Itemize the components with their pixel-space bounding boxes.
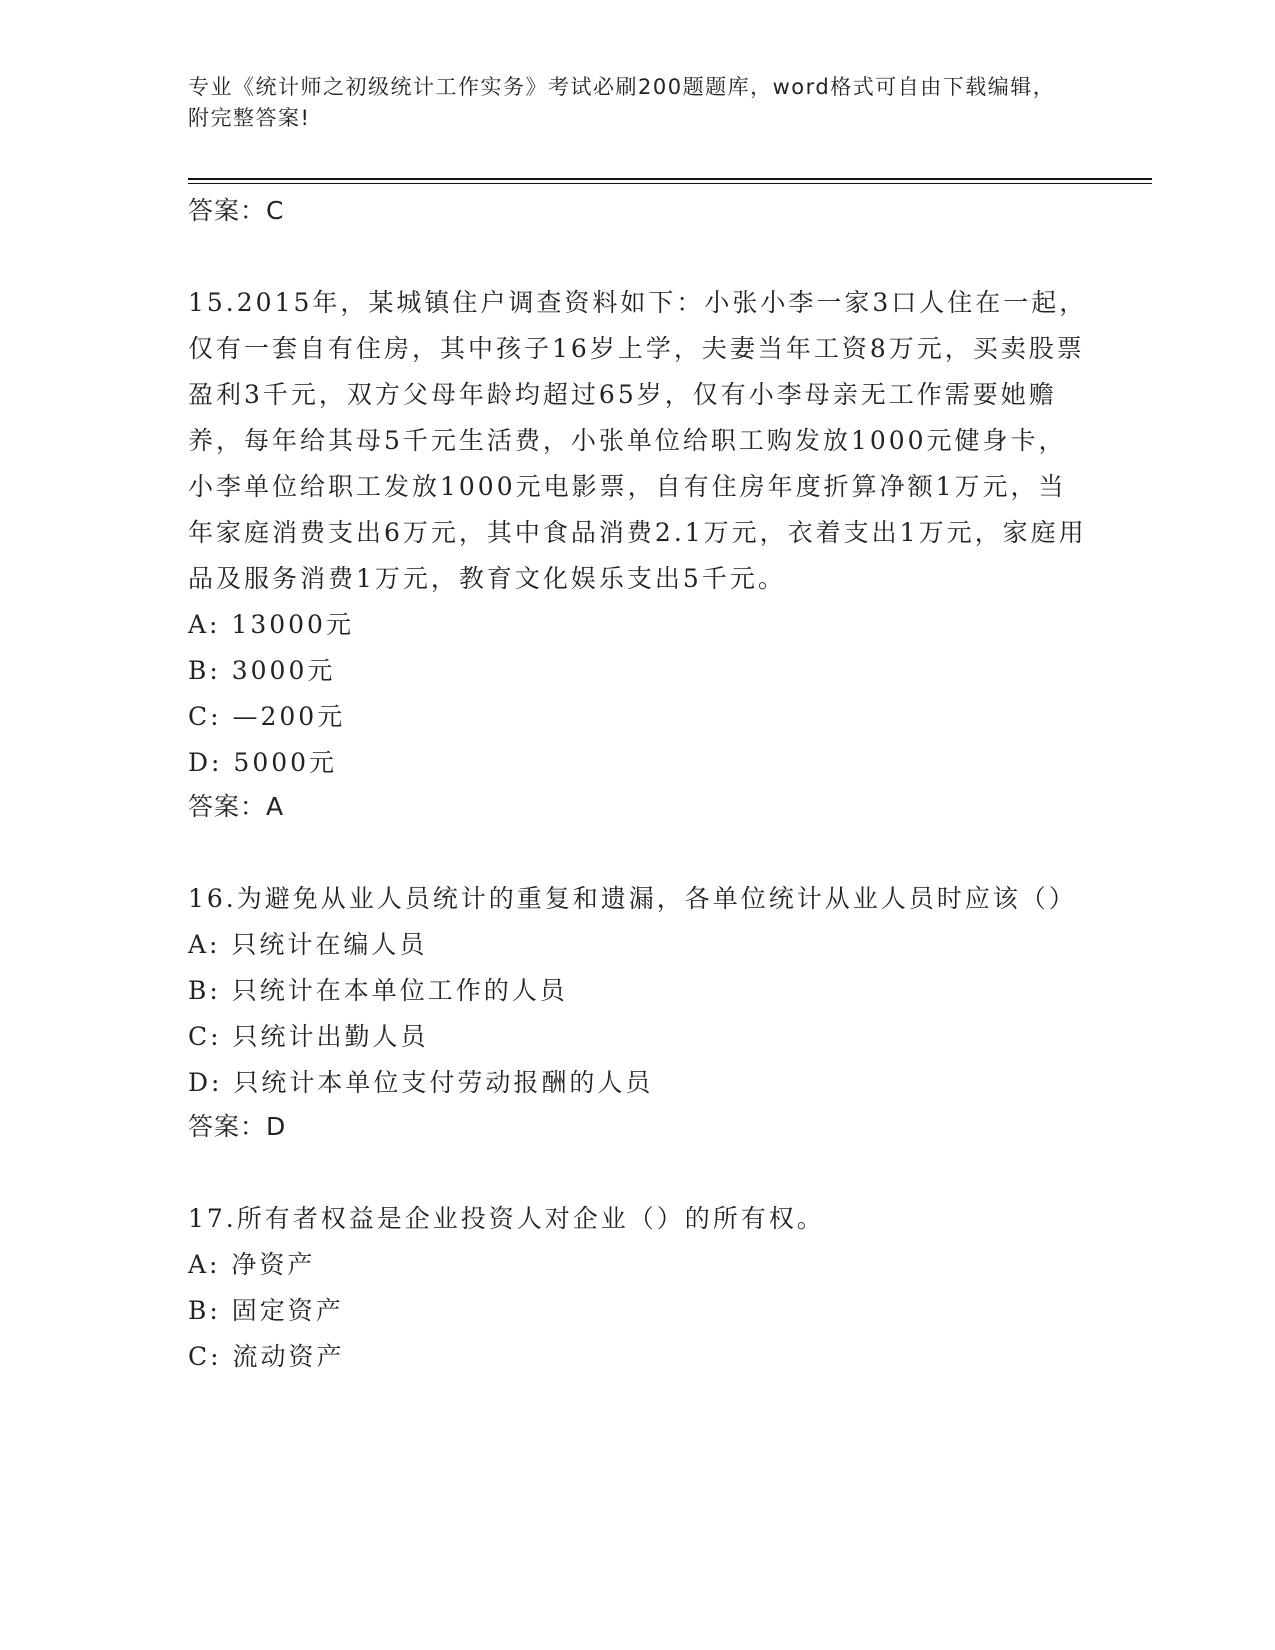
- header-rule-thick: [188, 178, 1152, 180]
- question-15-option-b: B: 3000元: [188, 656, 336, 685]
- question-17: [188, 1196, 1088, 1380]
- header-rule-thin: [188, 183, 1152, 184]
- document-body: [188, 190, 1088, 1380]
- question-16-text: 16.为避免从业人员统计的重复和遗漏，各单位统计从业人员时应该（）: [188, 884, 1077, 913]
- question-16: [188, 876, 1088, 1148]
- question-16-option-b: B: 只统计在本单位工作的人员: [188, 976, 568, 1005]
- answer-16: 答案：D: [188, 1112, 287, 1141]
- question-15-option-a: A: 13000元: [188, 610, 354, 639]
- question-17-option-a: A: 净资产: [188, 1250, 316, 1279]
- question-17-text: 17.所有者权益是企业投资人对企业（）的所有权。: [188, 1204, 825, 1233]
- question-17-option-b: B: 固定资产: [188, 1296, 344, 1325]
- answer-14: 答案：C: [188, 196, 285, 225]
- question-15-text: 15.2015年，某城镇住户调查资料如下：小张小李一家3口人住在一起，仅有一套自有住房，其中孩子16岁上学，夫妻当年工资8万元，买卖股票盈利3千元，双方父母年龄均超过65岁，仅有小李母亲无工作需要她赡养，每年给其母5千元生活费，小张单位给职工购发放1000元健身卡，小李单位给职工发放1000元电影票，自有住房年度折算净额1万元，当年家庭消费支出6万元，其中食品消费2.1万元，衣着支出1万元，家庭用品及服务消费1万元，教育文化娱乐支出5千元。: [188, 288, 1088, 593]
- page-header: 专业《统计师之初级统计工作实务》考试必刷200题题库，word格式可自由下载编辑，附完整答案!: [188, 75, 1056, 130]
- question-16-option-c: C: 只统计出勤人员: [188, 1022, 429, 1051]
- question-15-option-d: D: 5000元: [188, 748, 338, 777]
- answer-15: 答案：A: [188, 792, 285, 821]
- question-15: [188, 280, 1088, 828]
- question-16-option-d: D: 只统计本单位支付劳动报酬的人员: [188, 1068, 654, 1097]
- question-16-option-a: A: 只统计在编人员: [188, 930, 428, 959]
- question-15-option-c: C: —200元: [188, 702, 346, 731]
- question-17-option-c: C: 流动资产: [188, 1342, 345, 1371]
